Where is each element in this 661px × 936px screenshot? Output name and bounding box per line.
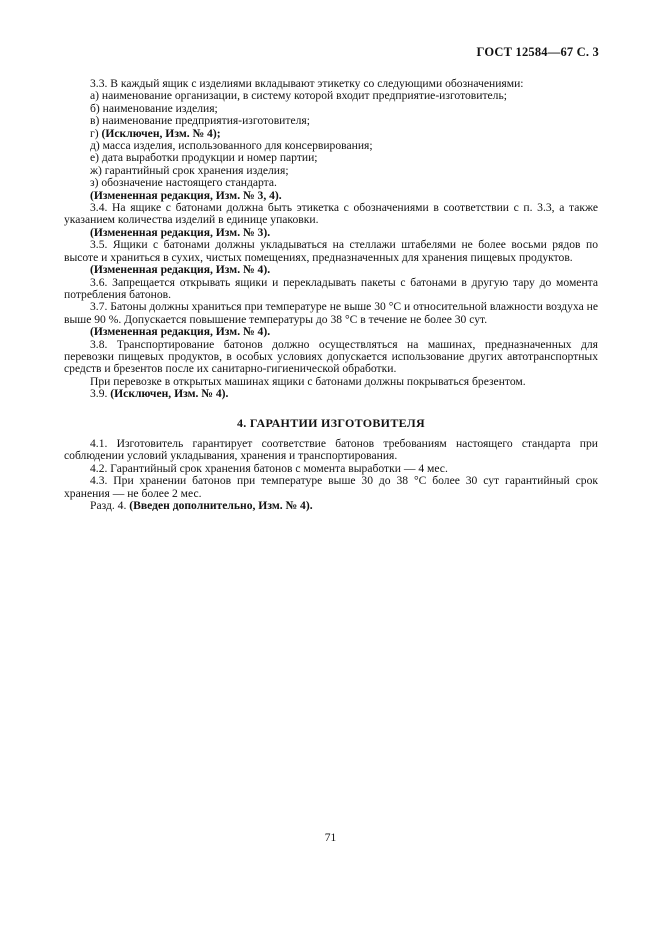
list-item-g-prefix: г) bbox=[90, 126, 102, 140]
list-item-d: д) масса изделия, использованного для консервирования; bbox=[90, 139, 373, 153]
paragraph-3-7: 3.7. Батоны должны храниться при температуре не выше 30 °С и относительной влажности воздуха не выше 90 %. Допускается повышение температуры до 38 °С в течение не более 30 сут. bbox=[64, 300, 598, 326]
list-item-e: е) дата выработки продукции и номер партии; bbox=[90, 151, 318, 165]
document-body bbox=[64, 78, 598, 512]
paragraph-3-5: 3.5. Ящики с батонами должны укладываться на стеллажи штабелями не более восьми рядов по высоте и храниться в сухих, чистых помещениях, предназначенных для хранения пищевых продуктов. bbox=[64, 238, 598, 264]
list-item-g-note: (Исключен, Изм. № 4); bbox=[101, 126, 221, 140]
paragraph-4-3: 4.3. При хранении батонов при температуре выше 30 до 38 °С более 30 сут гарантийный срок хранения — не более 2 мес. bbox=[64, 474, 598, 500]
list-item-a: а) наименование организации, в систему которой входит предприятие-изготовитель; bbox=[90, 89, 507, 103]
paragraph-3-6: 3.6. Запрещается открывать ящики и перекладывать пакеты с батонами в другую тару до момента потребления батонов. bbox=[64, 275, 598, 301]
paragraph-4-2: 4.2. Гарантийный срок хранения батонов с момента выработки — 4 мес. bbox=[90, 461, 448, 475]
section-4-note-prefix: Разд. 4. bbox=[90, 499, 130, 512]
list-item-b: б) наименование изделия; bbox=[90, 101, 218, 115]
amendment-note-3-7: (Измененная редакция, Изм. № 4). bbox=[90, 325, 271, 339]
section-4-title: 4. ГАРАНТИИ ИЗГОТОВИТЕЛЯ bbox=[237, 415, 425, 430]
amendment-note-3-5: (Измененная редакция, Изм. № 4). bbox=[90, 263, 271, 277]
paragraph-3-9-note: (Исключен, Изм. № 4). bbox=[110, 387, 229, 401]
paragraph-3-9 bbox=[64, 388, 598, 400]
list-item-v: в) наименование предприятия-изготовителя; bbox=[90, 114, 310, 128]
paragraph-4-1: 4.1. Изготовитель гарантирует соответствие батонов требованиям настоящего стандарта при соблюдении условий укладывания, хранения и транспортирования. bbox=[64, 436, 598, 463]
amendment-note-3-4: (Измененная редакция, Изм. № 3). bbox=[90, 225, 271, 239]
page-number: 71 bbox=[324, 832, 337, 844]
paragraph-3-9-prefix: 3.9. bbox=[90, 387, 111, 401]
list-item-z: з) обозначение настоящего стандарта. bbox=[90, 176, 277, 190]
list-item-zh: ж) гарантийный срок хранения изделия; bbox=[90, 163, 289, 177]
paragraph-3-8-transport-cover: При перевозке в открытых машинах ящики с батонами должны покрываться брезентом. bbox=[90, 374, 526, 388]
page-header-standard-ref: ГОСТ 12584—67 С. 3 bbox=[476, 45, 599, 59]
paragraph-3-8: 3.8. Транспортирование батонов должно осуществляться на машинах, предназначенных для перевозки пищевых продуктов, в особых условиях допускается использование других автотранспортных средств и брезентов после их санитарно-гигиенической обработки. bbox=[64, 337, 598, 376]
amendment-note-3-3: (Измененная редакция, Изм. № 3, 4). bbox=[90, 188, 282, 202]
paragraph-3-3: 3.3. В каждый ящик с изделиями вкладывают этикетку со следующими обозначениями: bbox=[90, 77, 524, 90]
paragraph-3-4: 3.4. На ящике с батонами должна быть этикетка с обозначениями в соответствии с п. 3.3, а также указанием количества изделий в единице упаковки. bbox=[64, 201, 598, 227]
section-4-note bbox=[64, 500, 598, 512]
section-4-note-text: (Введен дополнительно, Изм. № 4). bbox=[129, 499, 313, 512]
